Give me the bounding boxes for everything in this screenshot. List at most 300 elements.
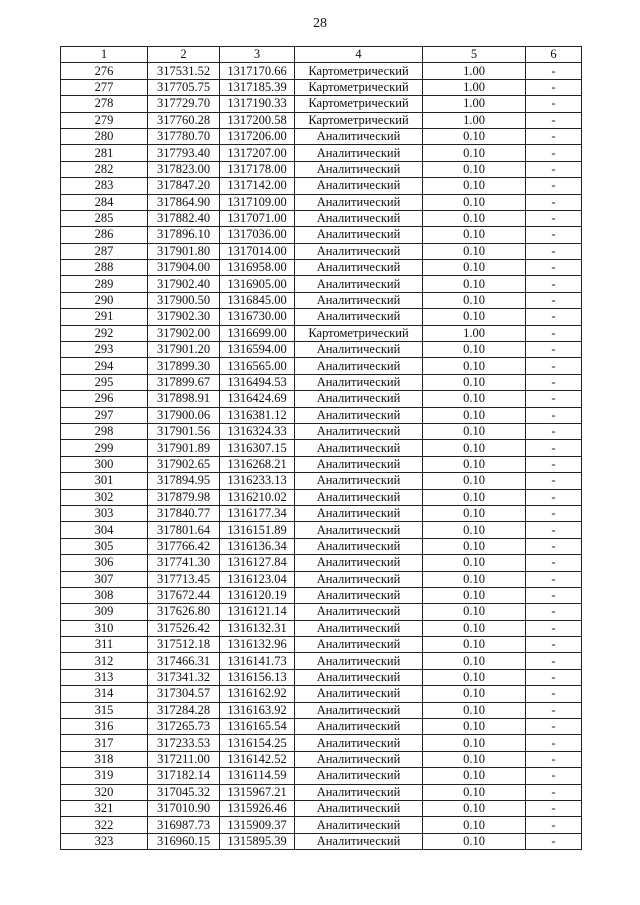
- method-cell: Аналитический: [295, 292, 423, 308]
- x-coordinate-cell: 317898.91: [148, 391, 220, 407]
- accuracy-cell: 0.10: [423, 276, 526, 292]
- y-coordinate-cell: 1316594.00: [220, 342, 295, 358]
- method-cell: Аналитический: [295, 456, 423, 472]
- note-cell: -: [526, 423, 582, 439]
- y-coordinate-cell: 1317206.00: [220, 128, 295, 144]
- table-row: [61, 751, 582, 767]
- method-cell: Аналитический: [295, 423, 423, 439]
- method-cell: Аналитический: [295, 571, 423, 587]
- x-coordinate-cell: 317901.80: [148, 243, 220, 259]
- accuracy-cell: 0.10: [423, 145, 526, 161]
- point-number-cell: 288: [61, 260, 148, 276]
- method-cell: Аналитический: [295, 260, 423, 276]
- table-row: [61, 292, 582, 308]
- method-cell: Аналитический: [295, 194, 423, 210]
- y-coordinate-cell: 1316123.04: [220, 571, 295, 587]
- accuracy-cell: 0.10: [423, 587, 526, 603]
- y-coordinate-cell: 1316565.00: [220, 358, 295, 374]
- note-cell: -: [526, 817, 582, 833]
- accuracy-cell: 1.00: [423, 63, 526, 79]
- point-number-cell: 293: [61, 342, 148, 358]
- x-coordinate-cell: 316987.73: [148, 817, 220, 833]
- method-cell: Аналитический: [295, 620, 423, 636]
- note-cell: -: [526, 325, 582, 341]
- point-number-cell: 292: [61, 325, 148, 341]
- x-coordinate-cell: 317531.52: [148, 63, 220, 79]
- accuracy-cell: 0.10: [423, 620, 526, 636]
- note-cell: -: [526, 309, 582, 325]
- y-coordinate-cell: 1316127.84: [220, 555, 295, 571]
- point-number-cell: 304: [61, 522, 148, 538]
- y-coordinate-cell: 1316156.13: [220, 669, 295, 685]
- point-number-cell: 315: [61, 702, 148, 718]
- y-coordinate-cell: 1316154.25: [220, 735, 295, 751]
- y-coordinate-cell: 1316142.52: [220, 751, 295, 767]
- y-coordinate-cell: 1317071.00: [220, 210, 295, 226]
- note-cell: -: [526, 128, 582, 144]
- x-coordinate-cell: 317899.67: [148, 374, 220, 390]
- method-cell: Аналитический: [295, 227, 423, 243]
- accuracy-cell: 0.10: [423, 423, 526, 439]
- method-cell: Аналитический: [295, 489, 423, 505]
- table-row: [61, 342, 582, 358]
- point-number-cell: 316: [61, 719, 148, 735]
- table-row: [61, 473, 582, 489]
- point-number-cell: 294: [61, 358, 148, 374]
- accuracy-cell: 0.10: [423, 702, 526, 718]
- point-number-cell: 313: [61, 669, 148, 685]
- note-cell: -: [526, 407, 582, 423]
- table-row: [61, 800, 582, 816]
- y-coordinate-cell: 1315926.46: [220, 800, 295, 816]
- y-coordinate-cell: 1316151.89: [220, 522, 295, 538]
- point-number-cell: 317: [61, 735, 148, 751]
- note-cell: -: [526, 735, 582, 751]
- point-number-cell: 323: [61, 833, 148, 849]
- x-coordinate-cell: 317010.90: [148, 800, 220, 816]
- note-cell: -: [526, 719, 582, 735]
- y-coordinate-cell: 1317200.58: [220, 112, 295, 128]
- y-coordinate-cell: 1316233.13: [220, 473, 295, 489]
- accuracy-cell: 0.10: [423, 489, 526, 505]
- table-row: [61, 768, 582, 784]
- accuracy-cell: 0.10: [423, 178, 526, 194]
- accuracy-cell: 0.10: [423, 669, 526, 685]
- table-row: [61, 423, 582, 439]
- table-row: [61, 456, 582, 472]
- x-coordinate-cell: 317512.18: [148, 637, 220, 653]
- point-number-cell: 312: [61, 653, 148, 669]
- note-cell: -: [526, 604, 582, 620]
- y-coordinate-cell: 1316424.69: [220, 391, 295, 407]
- y-coordinate-cell: 1316132.31: [220, 620, 295, 636]
- x-coordinate-cell: 317265.73: [148, 719, 220, 735]
- x-coordinate-cell: 317901.20: [148, 342, 220, 358]
- point-number-cell: 321: [61, 800, 148, 816]
- point-number-cell: 306: [61, 555, 148, 571]
- note-cell: -: [526, 243, 582, 259]
- point-number-cell: 314: [61, 686, 148, 702]
- x-coordinate-cell: 317760.28: [148, 112, 220, 128]
- accuracy-cell: 0.10: [423, 637, 526, 653]
- column-header-6: 6: [526, 47, 582, 63]
- method-cell: Картометрический: [295, 63, 423, 79]
- point-number-cell: 286: [61, 227, 148, 243]
- accuracy-cell: 0.10: [423, 800, 526, 816]
- note-cell: -: [526, 800, 582, 816]
- table-row: [61, 669, 582, 685]
- point-number-cell: 319: [61, 768, 148, 784]
- method-cell: Аналитический: [295, 555, 423, 571]
- table-row: [61, 637, 582, 653]
- accuracy-cell: 0.10: [423, 210, 526, 226]
- y-coordinate-cell: 1316381.12: [220, 407, 295, 423]
- x-coordinate-cell: 317899.30: [148, 358, 220, 374]
- table-row: [61, 161, 582, 177]
- x-coordinate-cell: 317672.44: [148, 587, 220, 603]
- table-row: [61, 522, 582, 538]
- y-coordinate-cell: 1315909.37: [220, 817, 295, 833]
- y-coordinate-cell: 1316730.00: [220, 309, 295, 325]
- accuracy-cell: 0.10: [423, 243, 526, 259]
- point-number-cell: 296: [61, 391, 148, 407]
- method-cell: Аналитический: [295, 800, 423, 816]
- table-row: [61, 178, 582, 194]
- accuracy-cell: 0.10: [423, 161, 526, 177]
- x-coordinate-cell: 317882.40: [148, 210, 220, 226]
- y-coordinate-cell: 1316163.92: [220, 702, 295, 718]
- note-cell: -: [526, 79, 582, 95]
- x-coordinate-cell: 317045.32: [148, 784, 220, 800]
- method-cell: Аналитический: [295, 719, 423, 735]
- table-row: [61, 604, 582, 620]
- point-number-cell: 289: [61, 276, 148, 292]
- y-coordinate-cell: 1317014.00: [220, 243, 295, 259]
- accuracy-cell: 0.10: [423, 292, 526, 308]
- table-row: [61, 686, 582, 702]
- note-cell: -: [526, 210, 582, 226]
- x-coordinate-cell: 317847.20: [148, 178, 220, 194]
- y-coordinate-cell: 1316845.00: [220, 292, 295, 308]
- method-cell: Аналитический: [295, 522, 423, 538]
- method-cell: Аналитический: [295, 276, 423, 292]
- y-coordinate-cell: 1317170.66: [220, 63, 295, 79]
- method-cell: Аналитический: [295, 128, 423, 144]
- accuracy-cell: 0.10: [423, 784, 526, 800]
- method-cell: Аналитический: [295, 440, 423, 456]
- x-coordinate-cell: 317780.70: [148, 128, 220, 144]
- method-cell: Аналитический: [295, 391, 423, 407]
- point-number-cell: 299: [61, 440, 148, 456]
- note-cell: -: [526, 342, 582, 358]
- method-cell: Картометрический: [295, 112, 423, 128]
- method-cell: Аналитический: [295, 178, 423, 194]
- y-coordinate-cell: 1317190.33: [220, 96, 295, 112]
- note-cell: -: [526, 571, 582, 587]
- note-cell: -: [526, 768, 582, 784]
- accuracy-cell: 0.10: [423, 817, 526, 833]
- accuracy-cell: 0.10: [423, 522, 526, 538]
- accuracy-cell: 0.10: [423, 473, 526, 489]
- table-row: [61, 194, 582, 210]
- table-row: [61, 571, 582, 587]
- x-coordinate-cell: 316960.15: [148, 833, 220, 849]
- note-cell: -: [526, 489, 582, 505]
- column-header-1: 1: [61, 47, 148, 63]
- y-coordinate-cell: 1315967.21: [220, 784, 295, 800]
- method-cell: Аналитический: [295, 817, 423, 833]
- table-row: [61, 719, 582, 735]
- note-cell: -: [526, 473, 582, 489]
- x-coordinate-cell: 317879.98: [148, 489, 220, 505]
- y-coordinate-cell: 1317185.39: [220, 79, 295, 95]
- x-coordinate-cell: 317284.28: [148, 702, 220, 718]
- accuracy-cell: 0.10: [423, 653, 526, 669]
- note-cell: -: [526, 96, 582, 112]
- table-row: [61, 96, 582, 112]
- x-coordinate-cell: 317902.65: [148, 456, 220, 472]
- point-number-cell: 291: [61, 309, 148, 325]
- y-coordinate-cell: 1316494.53: [220, 374, 295, 390]
- point-number-cell: 281: [61, 145, 148, 161]
- column-header-5: 5: [423, 47, 526, 63]
- method-cell: Аналитический: [295, 161, 423, 177]
- table-row: [61, 243, 582, 259]
- y-coordinate-cell: 1317178.00: [220, 161, 295, 177]
- table-row: [61, 260, 582, 276]
- y-coordinate-cell: 1317036.00: [220, 227, 295, 243]
- accuracy-cell: 0.10: [423, 407, 526, 423]
- point-number-cell: 302: [61, 489, 148, 505]
- method-cell: Аналитический: [295, 686, 423, 702]
- accuracy-cell: 0.10: [423, 751, 526, 767]
- method-cell: Аналитический: [295, 768, 423, 784]
- table-row: [61, 538, 582, 554]
- table-row: [61, 833, 582, 849]
- note-cell: -: [526, 751, 582, 767]
- note-cell: -: [526, 620, 582, 636]
- x-coordinate-cell: 317182.14: [148, 768, 220, 784]
- table-row: [61, 128, 582, 144]
- note-cell: -: [526, 686, 582, 702]
- accuracy-cell: 0.10: [423, 227, 526, 243]
- x-coordinate-cell: 317466.31: [148, 653, 220, 669]
- y-coordinate-cell: 1317142.00: [220, 178, 295, 194]
- table-row: [61, 440, 582, 456]
- accuracy-cell: 0.10: [423, 128, 526, 144]
- note-cell: -: [526, 637, 582, 653]
- table-header-row: [61, 47, 582, 63]
- point-number-cell: 307: [61, 571, 148, 587]
- note-cell: -: [526, 833, 582, 849]
- x-coordinate-cell: 317304.57: [148, 686, 220, 702]
- method-cell: Аналитический: [295, 784, 423, 800]
- x-coordinate-cell: 317626.80: [148, 604, 220, 620]
- note-cell: -: [526, 358, 582, 374]
- y-coordinate-cell: 1316905.00: [220, 276, 295, 292]
- method-cell: Аналитический: [295, 735, 423, 751]
- note-cell: -: [526, 702, 582, 718]
- accuracy-cell: 0.10: [423, 374, 526, 390]
- accuracy-cell: 0.10: [423, 604, 526, 620]
- point-number-cell: 285: [61, 210, 148, 226]
- note-cell: -: [526, 145, 582, 161]
- point-number-cell: 284: [61, 194, 148, 210]
- note-cell: -: [526, 440, 582, 456]
- y-coordinate-cell: 1316165.54: [220, 719, 295, 735]
- y-coordinate-cell: 1316699.00: [220, 325, 295, 341]
- table-row: [61, 391, 582, 407]
- note-cell: -: [526, 227, 582, 243]
- method-cell: Аналитический: [295, 309, 423, 325]
- table-row: [61, 653, 582, 669]
- table-row: [61, 587, 582, 603]
- table-row: [61, 210, 582, 226]
- method-cell: Аналитический: [295, 342, 423, 358]
- x-coordinate-cell: 317526.42: [148, 620, 220, 636]
- note-cell: -: [526, 456, 582, 472]
- method-cell: Аналитический: [295, 505, 423, 521]
- x-coordinate-cell: 317900.50: [148, 292, 220, 308]
- table-row: [61, 817, 582, 833]
- method-cell: Аналитический: [295, 243, 423, 259]
- point-number-cell: 305: [61, 538, 148, 554]
- point-number-cell: 278: [61, 96, 148, 112]
- x-coordinate-cell: 317793.40: [148, 145, 220, 161]
- table-row: [61, 735, 582, 751]
- y-coordinate-cell: 1316324.33: [220, 423, 295, 439]
- accuracy-cell: 0.10: [423, 440, 526, 456]
- accuracy-cell: 0.10: [423, 571, 526, 587]
- x-coordinate-cell: 317894.95: [148, 473, 220, 489]
- method-cell: Аналитический: [295, 210, 423, 226]
- x-coordinate-cell: 317766.42: [148, 538, 220, 554]
- x-coordinate-cell: 317801.64: [148, 522, 220, 538]
- table-row: [61, 702, 582, 718]
- accuracy-cell: 0.10: [423, 768, 526, 784]
- table-row: [61, 620, 582, 636]
- accuracy-cell: 0.10: [423, 194, 526, 210]
- x-coordinate-cell: 317713.45: [148, 571, 220, 587]
- table-row: [61, 145, 582, 161]
- y-coordinate-cell: 1316121.14: [220, 604, 295, 620]
- x-coordinate-cell: 317233.53: [148, 735, 220, 751]
- point-number-cell: 280: [61, 128, 148, 144]
- point-number-cell: 300: [61, 456, 148, 472]
- method-cell: Аналитический: [295, 407, 423, 423]
- y-coordinate-cell: 1316958.00: [220, 260, 295, 276]
- note-cell: -: [526, 555, 582, 571]
- y-coordinate-cell: 1316268.21: [220, 456, 295, 472]
- method-cell: Аналитический: [295, 473, 423, 489]
- note-cell: -: [526, 522, 582, 538]
- method-cell: Аналитический: [295, 538, 423, 554]
- table-row: [61, 79, 582, 95]
- note-cell: -: [526, 587, 582, 603]
- point-number-cell: 308: [61, 587, 148, 603]
- note-cell: -: [526, 505, 582, 521]
- method-cell: Аналитический: [295, 604, 423, 620]
- method-cell: Картометрический: [295, 79, 423, 95]
- point-number-cell: 320: [61, 784, 148, 800]
- table-row: [61, 227, 582, 243]
- note-cell: -: [526, 292, 582, 308]
- accuracy-cell: 1.00: [423, 79, 526, 95]
- point-number-cell: 301: [61, 473, 148, 489]
- point-number-cell: 279: [61, 112, 148, 128]
- point-number-cell: 290: [61, 292, 148, 308]
- note-cell: -: [526, 653, 582, 669]
- column-header-2: 2: [148, 47, 220, 63]
- method-cell: Аналитический: [295, 145, 423, 161]
- x-coordinate-cell: 317902.40: [148, 276, 220, 292]
- accuracy-cell: 0.10: [423, 391, 526, 407]
- y-coordinate-cell: 1316120.19: [220, 587, 295, 603]
- table-row: [61, 309, 582, 325]
- point-number-cell: 311: [61, 637, 148, 653]
- coordinates-table: [60, 46, 582, 850]
- accuracy-cell: 0.10: [423, 358, 526, 374]
- x-coordinate-cell: 317823.00: [148, 161, 220, 177]
- method-cell: Аналитический: [295, 669, 423, 685]
- accuracy-cell: 0.10: [423, 456, 526, 472]
- note-cell: -: [526, 112, 582, 128]
- x-coordinate-cell: 317864.90: [148, 194, 220, 210]
- table-body: [61, 63, 582, 850]
- method-cell: Аналитический: [295, 358, 423, 374]
- x-coordinate-cell: 317341.32: [148, 669, 220, 685]
- method-cell: Аналитический: [295, 637, 423, 653]
- note-cell: -: [526, 538, 582, 554]
- column-header-3: 3: [220, 47, 295, 63]
- point-number-cell: 277: [61, 79, 148, 95]
- accuracy-cell: 1.00: [423, 96, 526, 112]
- note-cell: -: [526, 391, 582, 407]
- accuracy-cell: 0.10: [423, 309, 526, 325]
- y-coordinate-cell: 1316136.34: [220, 538, 295, 554]
- accuracy-cell: 1.00: [423, 325, 526, 341]
- accuracy-cell: 0.10: [423, 342, 526, 358]
- point-number-cell: 309: [61, 604, 148, 620]
- y-coordinate-cell: 1317109.00: [220, 194, 295, 210]
- point-number-cell: 282: [61, 161, 148, 177]
- table-row: [61, 489, 582, 505]
- table-row: [61, 784, 582, 800]
- table-row: [61, 112, 582, 128]
- x-coordinate-cell: 317901.56: [148, 423, 220, 439]
- x-coordinate-cell: 317729.70: [148, 96, 220, 112]
- x-coordinate-cell: 317904.00: [148, 260, 220, 276]
- point-number-cell: 276: [61, 63, 148, 79]
- accuracy-cell: 0.10: [423, 719, 526, 735]
- point-number-cell: 283: [61, 178, 148, 194]
- note-cell: -: [526, 178, 582, 194]
- y-coordinate-cell: 1316141.73: [220, 653, 295, 669]
- method-cell: Аналитический: [295, 702, 423, 718]
- x-coordinate-cell: 317741.30: [148, 555, 220, 571]
- note-cell: -: [526, 784, 582, 800]
- x-coordinate-cell: 317705.75: [148, 79, 220, 95]
- table-row: [61, 374, 582, 390]
- table-row: [61, 325, 582, 341]
- accuracy-cell: 0.10: [423, 555, 526, 571]
- x-coordinate-cell: 317840.77: [148, 505, 220, 521]
- note-cell: -: [526, 374, 582, 390]
- note-cell: -: [526, 260, 582, 276]
- y-coordinate-cell: 1317207.00: [220, 145, 295, 161]
- note-cell: -: [526, 276, 582, 292]
- y-coordinate-cell: 1316307.15: [220, 440, 295, 456]
